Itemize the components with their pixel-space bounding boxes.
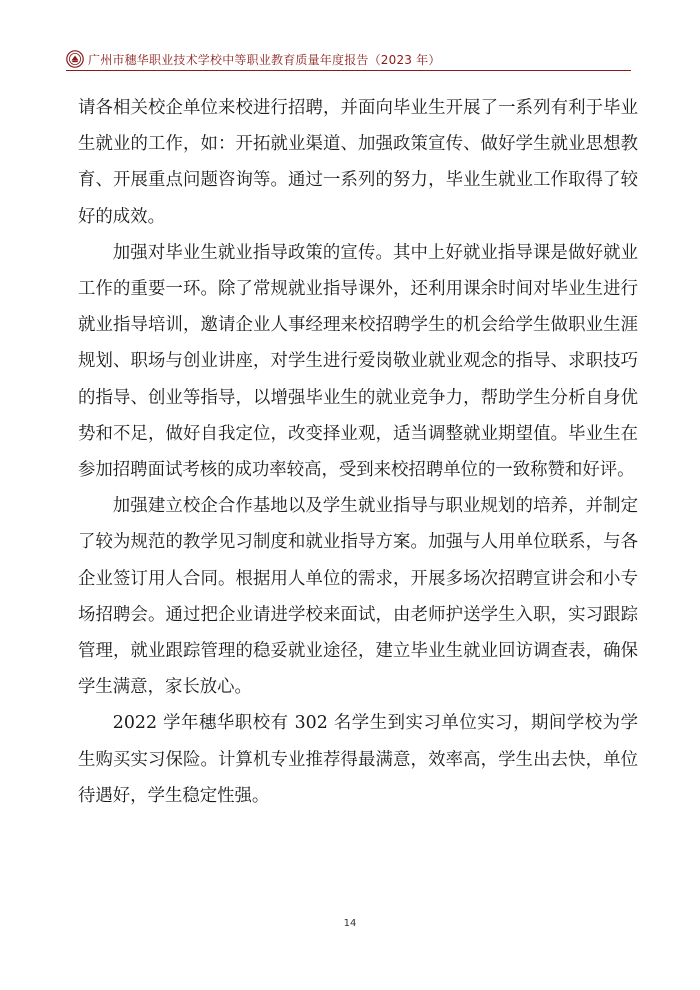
body-text	[78, 90, 638, 814]
paragraph: 加强对毕业生就业指导政策的宣传。其中上好就业指导课是做好就业工作的重要一环。除了常规就业指导课外，还利用课余时间对毕业生进行就业指导培训，邀请企业人事经理来校招聘学生的机会给学生做职业生涯规划、职场与创业讲座，对学生进行爱岗敬业就业观念的指导、求职技巧的指导、创业等指导，以增强毕业生的就业竞争力，帮助学生分析自身优势和不足，做好自我定位，改变择业观，适当调整就业期望值。毕业生在参加招聘面试考核的成功率较高，受到来校招聘单位的一致称赞和好评。	[78, 242, 638, 481]
paragraph: 2022 学年穗华职校有 302 名学生到实习单位实习，期间学校为学生购买实习保险。计算机专业推荐得最满意，效率高，学生出去快，单位待遇好，学生稳定性强。	[78, 713, 638, 806]
paragraph: 加强建立校企合作基地以及学生就业指导与职业规划的培养，并制定了较为规范的教学见习制度和就业指导方案。加强与人用单位联系，与各企业签订用人合同。根据用人单位的需求，开展多场次招聘宣讲会和小专场招聘会。通过把企业请进学校来面试，由老师护送学生入职，实习跟踪管理，就业跟踪管理的稳妥就业途径，建立毕业生就业回访调查表，确保学生满意，家长放心。	[78, 496, 638, 698]
header-title: 广州市穗华职业技术学校中等职业教育质量年度报告（2023 年）	[88, 52, 441, 67]
paragraph: 请各相关校企单位来校进行招聘，并面向毕业生开展了一系列有利于毕业生就业的工作，如：开拓就业渠道、加强政策宣传、做好学生就业思想教育、开展重点问题咨询等。通过一系列的努力，毕业生就业工作取得了较好的成效。	[78, 98, 638, 227]
page-header	[66, 48, 626, 70]
header-divider	[66, 70, 631, 71]
page-number: 14	[343, 918, 357, 929]
school-seal-icon	[66, 50, 84, 68]
